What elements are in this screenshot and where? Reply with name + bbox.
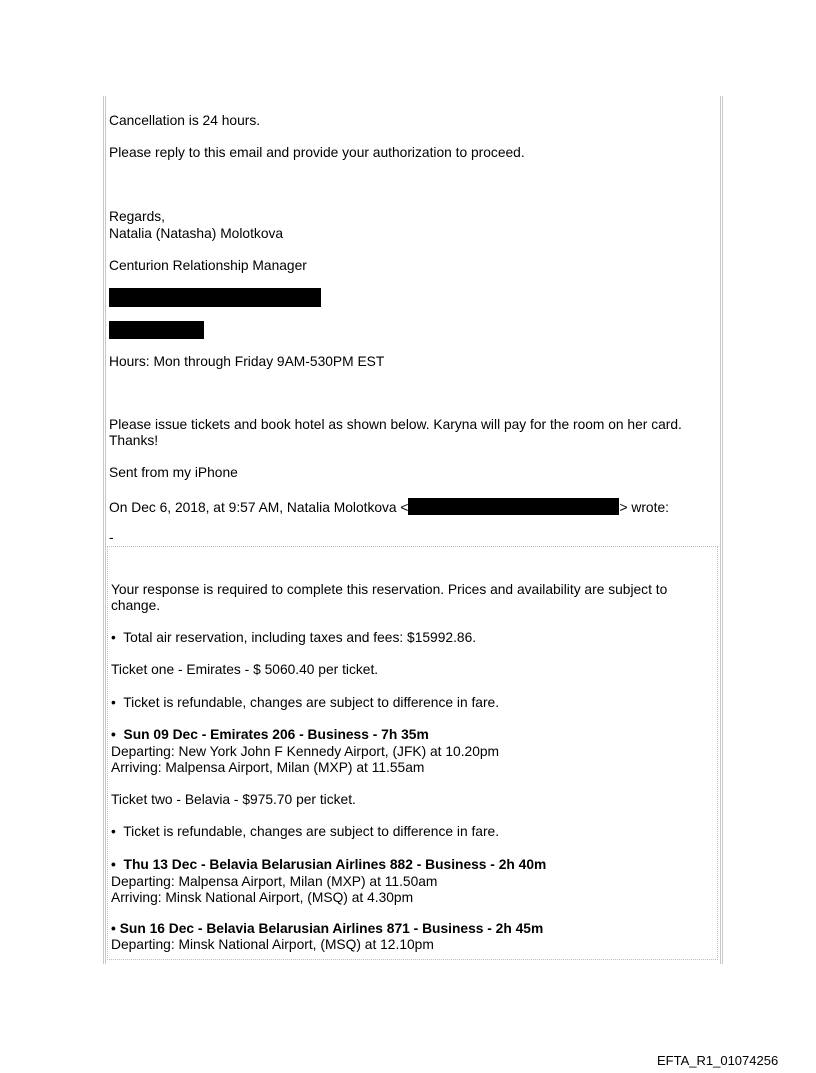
thanks-line: Thanks! (109, 433, 159, 448)
regards-line: Regards, (109, 209, 165, 224)
ticket-two-refund-text: Ticket is refundable, changes are subject to difference in fare. (123, 824, 500, 839)
flight-heading (111, 921, 543, 937)
flight-heading (111, 857, 546, 873)
flight-arriving: Arriving: Malpensa Airport, Milan (MXP) at 11.55am (111, 760, 425, 775)
redaction-bar (109, 288, 321, 307)
document-id: EFTA_R1_01074256 (657, 1053, 779, 1068)
flight-departing: Departing: Minsk National Airport, (MSQ) at 12.10pm (111, 937, 434, 952)
ticket-two-refund-line (111, 824, 499, 840)
ticket-one-refund-line (111, 695, 499, 711)
total-air-line (111, 630, 476, 646)
bullet-icon: • (111, 857, 116, 872)
authorization-request: Please reply to this email and provide your authorization to proceed. (109, 145, 525, 160)
ticket-two-summary: Ticket two - Belavia - $975.70 per ticket. (111, 792, 356, 807)
ticket-one-refund-text: Ticket is refundable, changes are subject to difference in fare. (123, 695, 500, 710)
office-hours: Hours: Mon through Friday 9AM-530PM EST (109, 354, 385, 369)
total-air-text: Total air reservation, including taxes and fees: $15992.86. (123, 630, 477, 645)
booking-instruction: Please issue tickets and book hotel as shown below. Karyna will pay for the room on her card. (109, 417, 682, 432)
ticket-one-summary: Ticket one - Emirates - $ 5060.40 per ticket. (111, 662, 379, 677)
redaction-bar (109, 321, 204, 339)
quote-header-suffix: > wrote: (619, 500, 669, 515)
dash-separator: - (109, 530, 114, 545)
bullet-icon: • (111, 921, 116, 936)
response-required-notice: Your response is required to complete this reservation. Prices and availability are subject to change. (111, 582, 668, 613)
cancellation-policy: Cancellation is 24 hours. (109, 113, 261, 128)
quote-header (109, 498, 669, 516)
iphone-signature: Sent from my iPhone (109, 465, 238, 480)
bullet-icon: • (111, 727, 116, 742)
bullet-icon: • (111, 630, 116, 645)
bullet-icon: • (111, 695, 116, 710)
sender-title: Centurion Relationship Manager (109, 258, 307, 273)
flight-heading (111, 727, 429, 743)
flight-heading-text: Sun 09 Dec - Emirates 206 - Business - 7h 35m (123, 727, 429, 742)
bullet-icon: • (111, 824, 116, 839)
flight-departing: Departing: Malpensa Airport, Milan (MXP) at 11.50am (111, 874, 438, 889)
flight-departing: Departing: New York John F Kennedy Airport, (JFK) at 10.20pm (111, 744, 500, 759)
redaction-bar (408, 498, 619, 515)
sender-name: Natalia (Natasha) Molotkova (109, 226, 284, 241)
flight-arriving: Arriving: Minsk National Airport, (MSQ) at 4.30pm (111, 890, 414, 905)
flight-heading-text: Thu 13 Dec - Belavia Belarusian Airlines 882 - Business - 2h 40m (123, 857, 547, 872)
quote-header-prefix: On Dec 6, 2018, at 9:57 AM, Natalia Molotkova < (109, 500, 409, 515)
flight-heading-text: Sun 16 Dec - Belavia Belarusian Airlines 871 - Business - 2h 45m (119, 921, 544, 936)
